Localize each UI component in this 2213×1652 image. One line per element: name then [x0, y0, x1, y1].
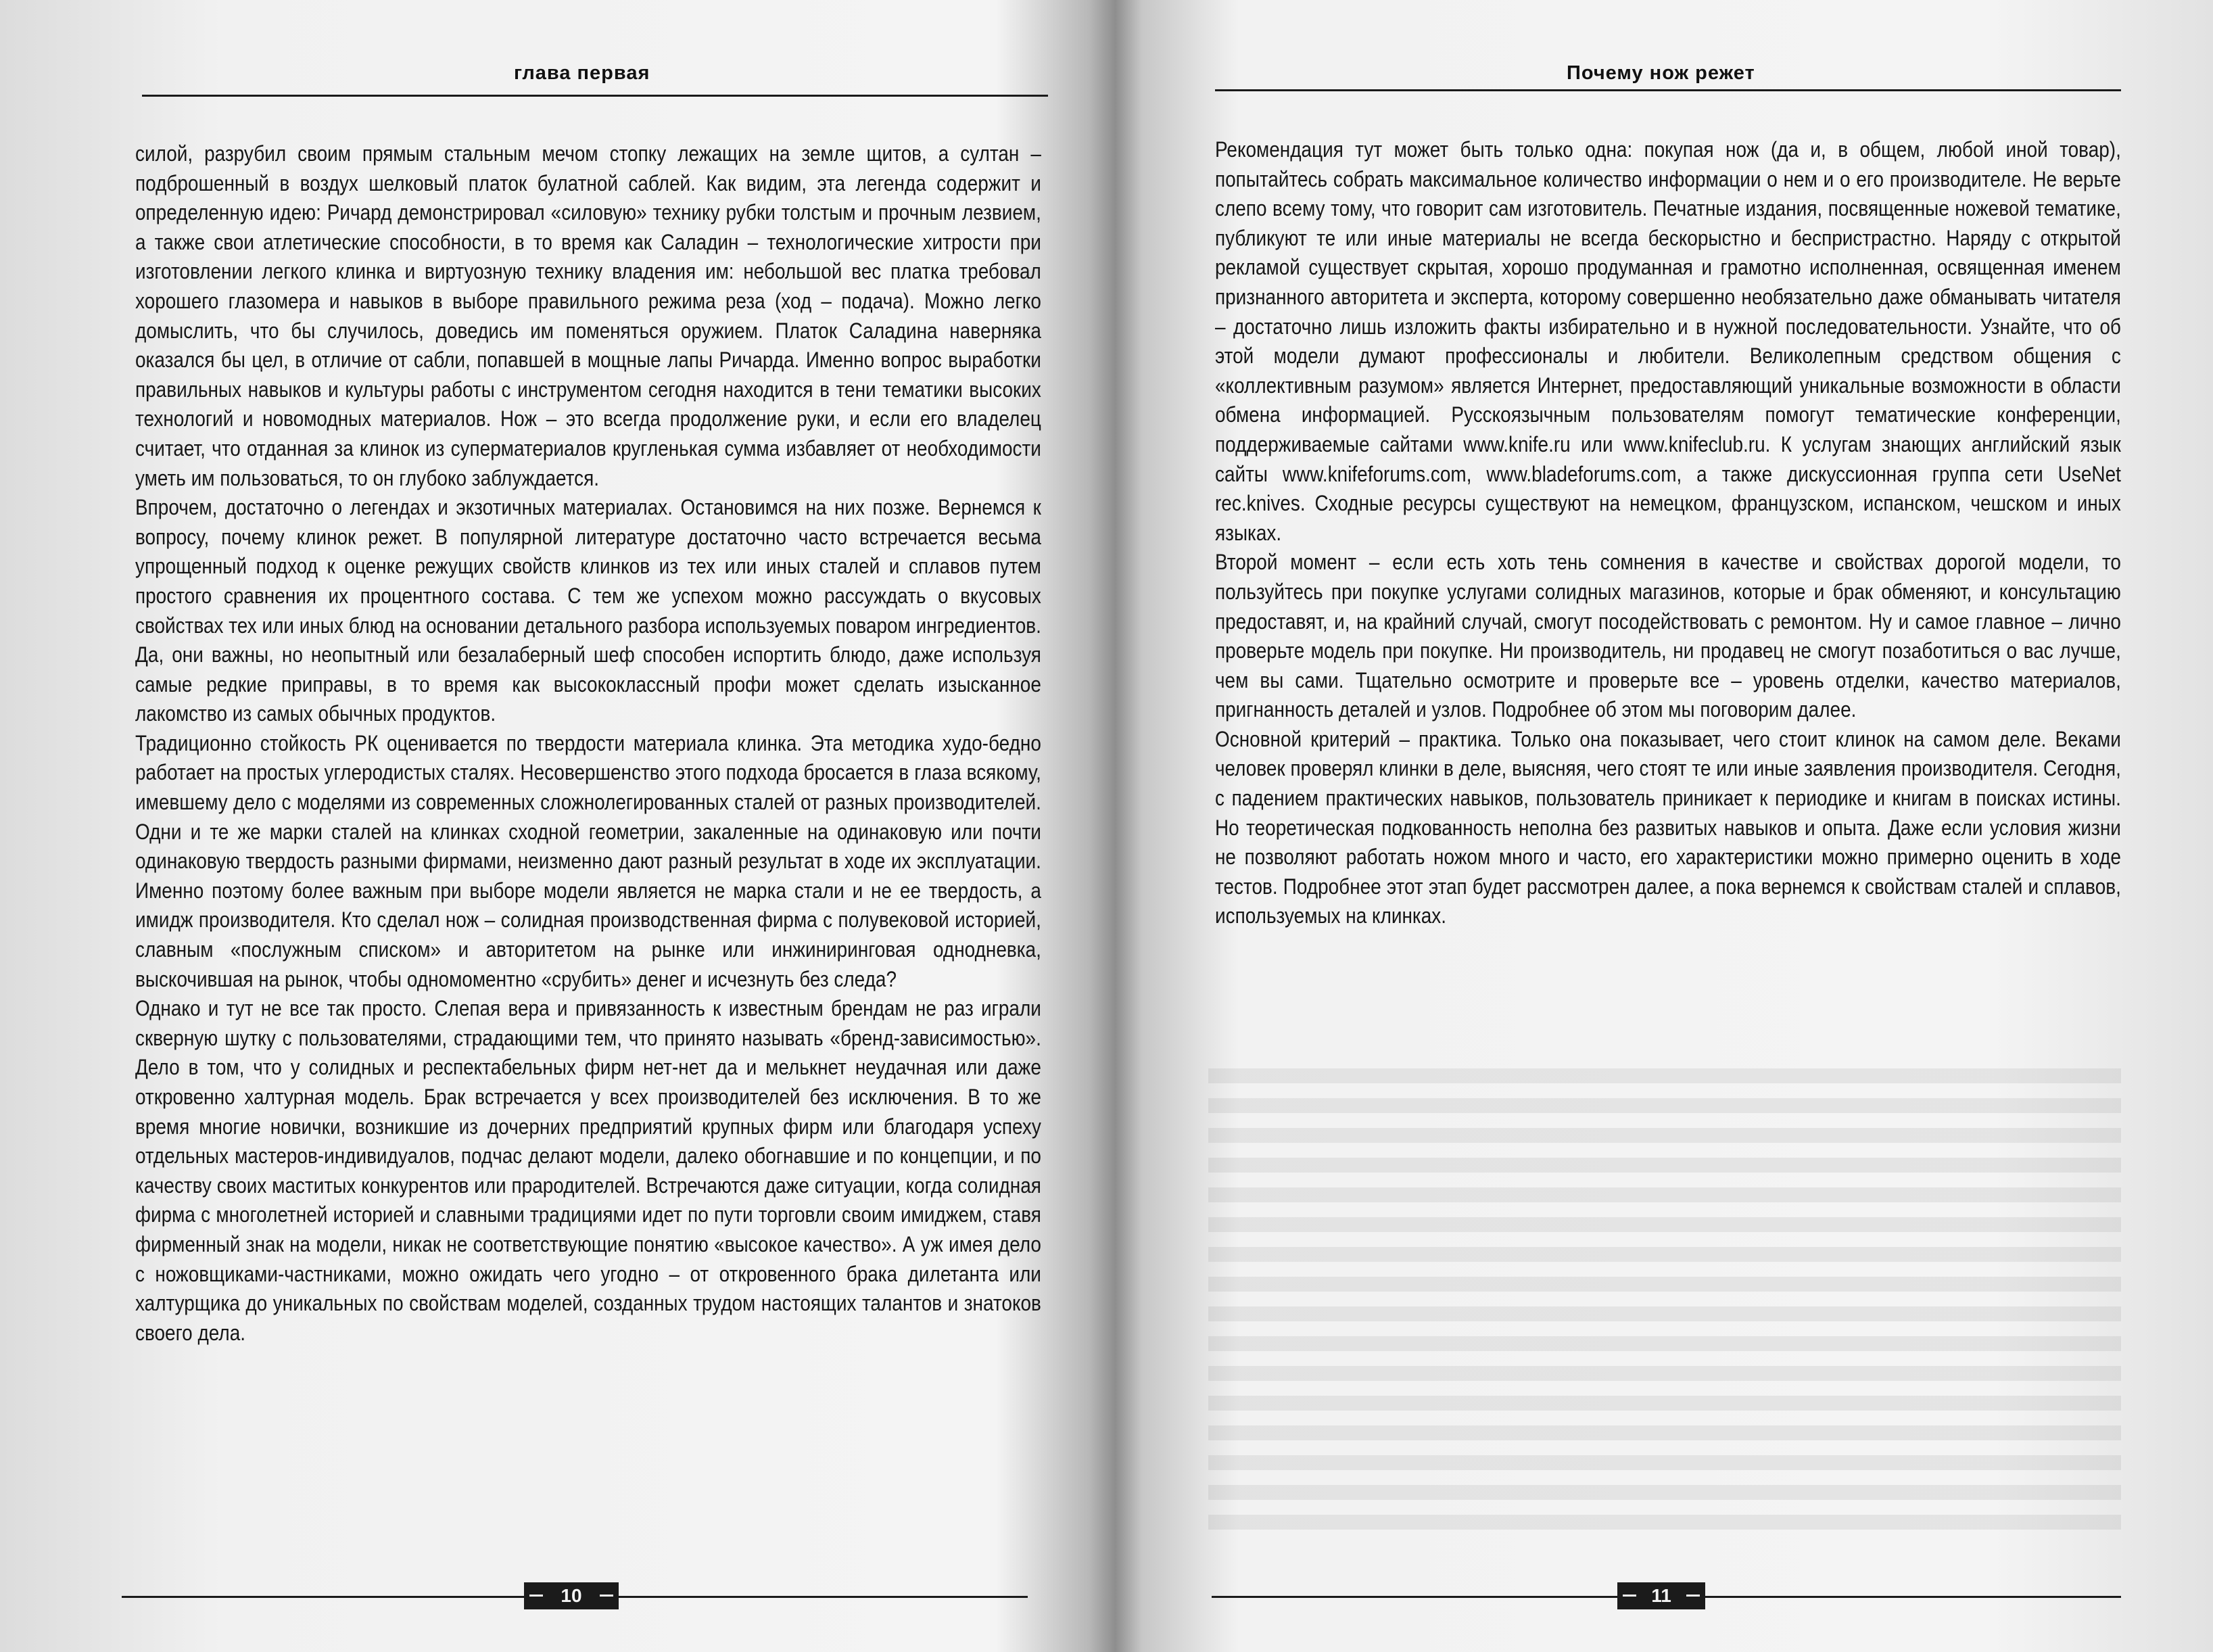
left-footer-rule-right	[619, 1596, 1028, 1598]
right-paragraph-3: Основной критерий – практика. Только она показывает, чего стоит клинок на самом деле. Веками человек проверял клинки в деле, выясняя, чего стоят те или иные заявления производителя. Сегодня, с падением практических навыков, пользователь приникает к периодике и книгам в поисках истины. Но теоретическая подкованность неполна без развитых навыков и опыта. Даже если условия жизни не позволяют работать ножом много и часто, его характеристики можно примерно оценить в ходе тестов. Подробнее этот этап будет рассмотрен далее, а пока вернемся к свойствам сталей и сплавов, используемых на клинках.	[1215, 726, 2121, 928]
right-folio	[1212, 1582, 2121, 1609]
left-page-number-dash-left	[529, 1595, 543, 1597]
right-page	[1107, 0, 2213, 1652]
right-footer-rule-left	[1212, 1596, 1617, 1598]
left-folio	[122, 1582, 1028, 1609]
right-paragraph-1: Рекомендация тут может быть только одна: покупая нож (да и, в общем, любой иной товар), попытайтесь собрать максимальное количество информации о нем и о его производителе. Не верьте слепо всему тому, что говорит сам изготовитель. Печатные издания, посвященные ножевой тематике, публикуют те или иные материалы не всегда бескорыстно и беспристрастно. Наряду с открытой рекламой существует скрытая, хорошо продуманная и грамотно исполненная, освященная именем признанного авторитета и эксперта, которому совершенно необязательно даже обманывать читателя – достаточно лишь изложить факты избирательно и в нужной последовательности. Узнайте, что об этой модели думают профессионалы и любители. Великолепным средством общения с «коллективным разумом» является Интернет, предоставляющий уникальные возможности в области обмена информацией. Русскоязычным пользователям помогут тематические конференции, поддерживаемые сайтами www.knife.ru или www.knifeclub.ru. К услугам знающих английский язык сайты www.knifeforums.com, www.bladeforums.com, а также дискуссионная группа сети UseNet rec.knives. Сходные ресурсы существуют на немецком, французском, испанском, чешском и иных языках.	[1215, 137, 2121, 545]
right-page-number-box	[1617, 1582, 1705, 1609]
left-page	[0, 0, 1106, 1652]
left-page-number-box	[524, 1582, 619, 1609]
left-page-number-dash-right	[600, 1595, 613, 1597]
right-page-number-dash-right	[1686, 1595, 1700, 1597]
right-running-head: Почему нож режет	[1567, 62, 1755, 84]
right-page-number-dash-left	[1623, 1595, 1636, 1597]
left-paragraph-3: Традиционно стойкость РК оценивается по твердости материала клинка. Эта методика худо-бедно работает на простых углеродистых сталях. Несовершенство этого подхода бросается в глаза всякому, имевшему дело с моделями из современных сложнолегированных сталей от разных производителей. Одни и те же марки сталей на клинках сходной геометрии, закаленные на одинаковую или почти одинаковую твердость разными фирмами, неизменно дают разный результат в ходе их эксплуатации. Именно поэтому более важным при выборе модели является не марка стали и не ее твердость, а имидж производителя. Кто сделал нож – солидная производственная фирма с полувековой историей, славным «послужным списком» и авторитетом на рынке или инжиниринговая однодневка, выскочившая на рынок, чтобы одномоментно «срубить» денег и исчезнуть без следа?	[135, 730, 1041, 991]
left-header-rule	[142, 95, 1048, 97]
left-paragraph-1: силой, разрубил своим прямым стальным мечом стопку лежащих на земле щитов, а султан – подброшенный в воздух шелковый платок булатной саблей. Как видим, эта легенда содержит и определенную идею: Ричард демонстрировал «силовую» технику рубки толстым и прочным лезвием, а также свои атлетические способности, в то время как Саладин – технологические хитрости при изготовлении легкого клинка и виртуозную технику владения им: небольшой вес платка требовал хорошего глазомера и навыков в выборе правильного режима реза (ход – подача). Можно легко домыслить, что бы случилось, доведись им поменяться оружием. Платок Саладина наверняка оказался бы цел, в отличие от сабли, попавшей в мощные лапы Ричарда. Именно вопрос выработки правильных навыков и культуры работы с инструментом сегодня находится в тени тематики высоких технологий и новомодных материалов. Нож – это всегда продолжение руки, и если его владелец считает, что отданная за клинок из суперматериалов кругленькая сумма избавляет от необходимости уметь им пользоваться, то он глубоко заблуждается.	[135, 141, 1041, 490]
right-body-text	[1215, 135, 2121, 931]
right-page-show-through	[1208, 1068, 2121, 1542]
left-footer-rule-left	[122, 1596, 524, 1598]
left-running-head: глава первая	[514, 62, 650, 84]
left-paragraph-2: Впрочем, достаточно о легендах и экзотичных материалах. Остановимся на них позже. Вернемся к вопросу, почему клинок режет. В популярной литературе достаточно часто встречается весьма упрощенный подход к оценке режущих свойств клинков из тех или иных сталей и сплавов путем простого сравнения их процентного состава. С тем же успехом можно рассуждать о вкусовых свойствах тех или иных блюд на основании детального разбора используемых поваром ингредиентов. Да, они важны, но неопытный или безалаберный шеф способен испортить блюдо, даже используя самые редкие приправы, в то время как высококлассный профи может сделать изысканное лакомство из самых обычных продуктов.	[135, 495, 1041, 726]
left-paragraph-4: Однако и тут не все так просто. Слепая вера и привязанность к известным брендам не раз играли скверную шутку с пользователями, страдающими тем, что принято называть «бренд-зависимостью». Дело в том, что у солидных и респектабельных фирм нет-нет да и мелькнет неудачная или даже откровенно халтурная модель. Брак встречается у всех производителей без исключения. В то же время многие новички, возникшие из дочерних предприятий крупных фирм или благодаря успеху отдельных мастеров-индивидуалов, подчас делают модели, далеко обогнавшие и по концепции, и по качеству своих маститых конкурентов или прародителей. Встречаются даже ситуации, когда солидная фирма с многолетней историей и славными традициями идет по пути торговли своим имиджем, ставя фирменный знак на модели, никак не соответствующие понятию «высокое качество». А уж имея дело с ножовщиками-частниками, можно ожидать чего угодно – от откровенного брака дилетанта или халтурщика до уникальных по свойствам моделей, созданных трудом настоящих талантов и знатоков своего дела.	[135, 996, 1041, 1345]
right-page-number: 11	[1651, 1585, 1671, 1606]
right-paragraph-2: Второй момент – если есть хоть тень сомнения в качестве и свойствах дорогой модели, то пользуйтесь при покупке услугами солидных магазинов, которые и брак обменяют, и консультацию предоставят, и, на крайний случай, смогут посодействовать с ремонтом. Ну и самое главное – лично проверьте модель при покупке. Ни производитель, ни продавец не смогут позаботиться о вас лучше, чем вы сами. Тщательно осмотрите и проверьте все – уровень отделки, качество материалов, пригнанность деталей и узлов. Подробнее об этом мы поговорим далее.	[1215, 550, 2121, 722]
right-header-rule	[1215, 89, 2121, 91]
right-footer-rule-right	[1705, 1596, 2121, 1598]
left-page-number: 10	[561, 1585, 582, 1606]
left-body-text	[135, 139, 1041, 1348]
